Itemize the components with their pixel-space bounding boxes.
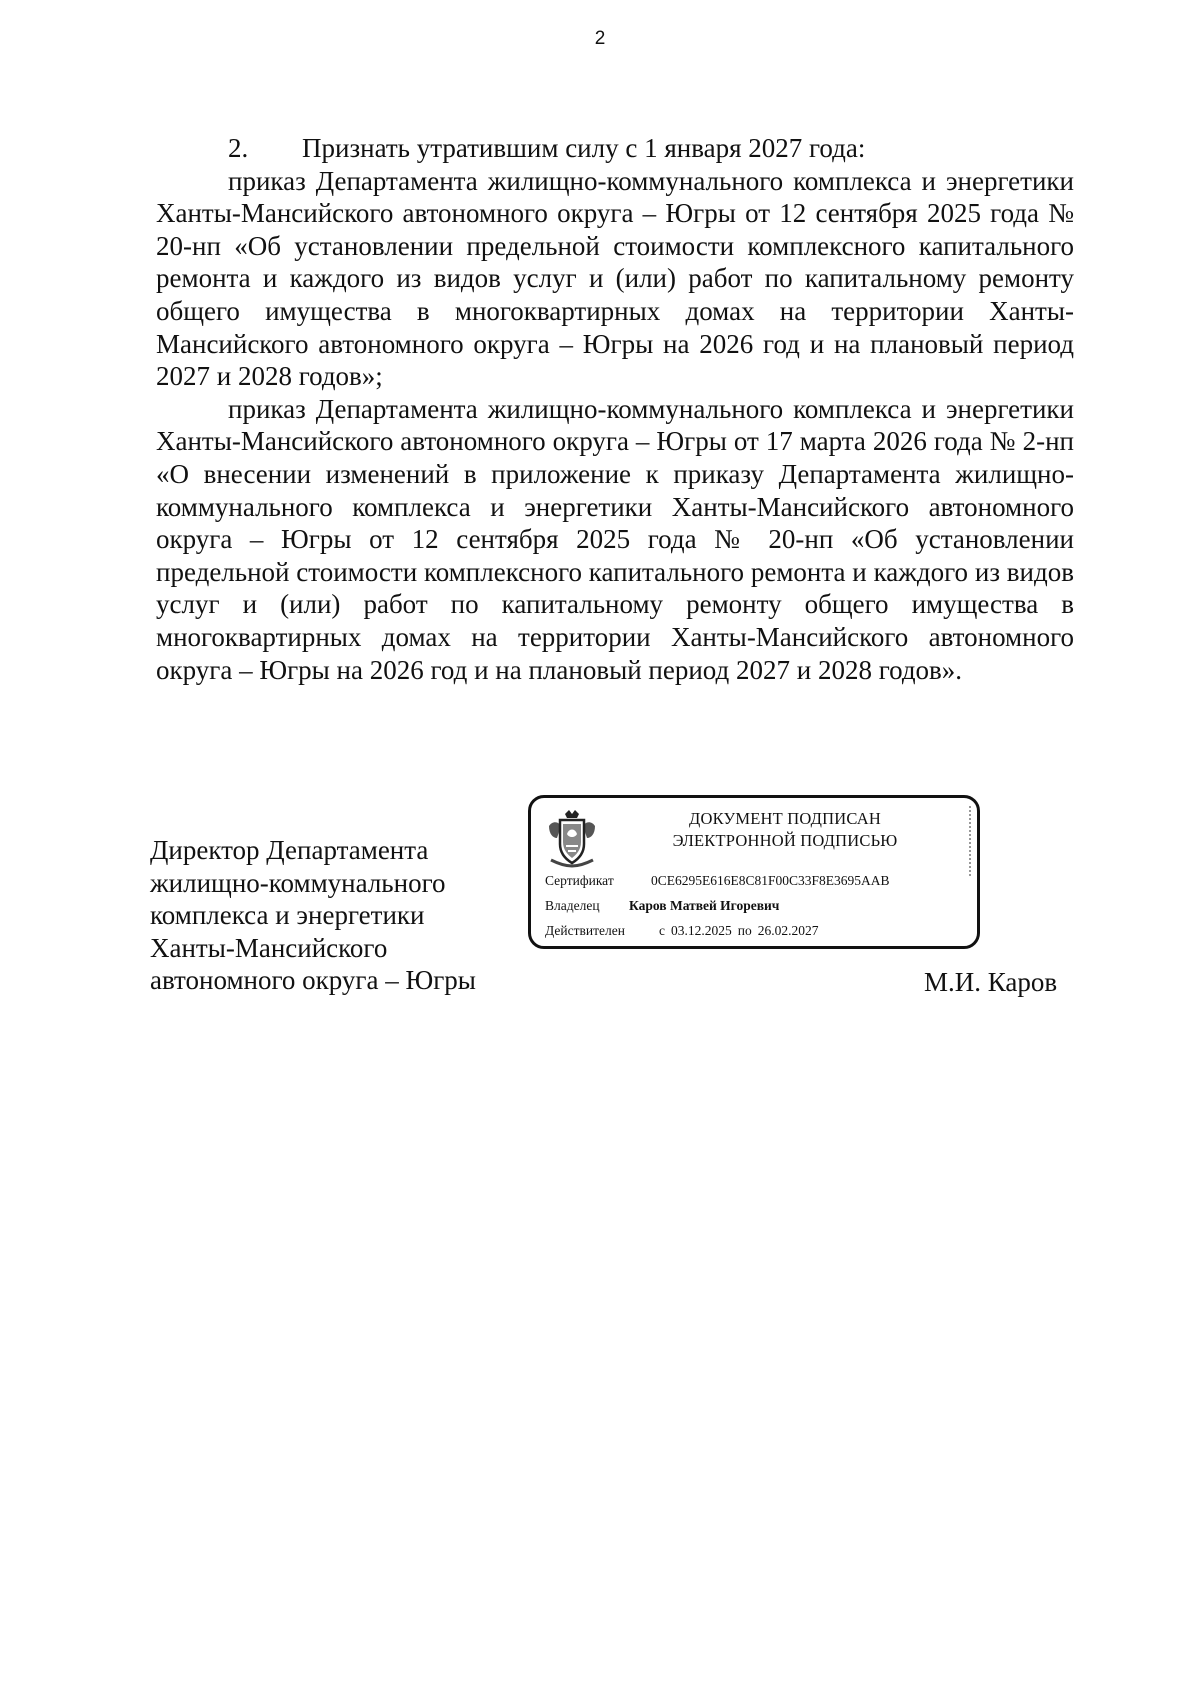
- signer-position-line: жилищно-коммунального: [150, 867, 446, 898]
- item-heading-text: Признать утратившим силу с 1 января 2027 года:: [302, 133, 866, 163]
- stamp-title-line: ЭЛЕКТРОННОЙ ПОДПИСЬЮ: [672, 831, 898, 850]
- valid-from-prefix: с: [659, 923, 665, 938]
- stamp-owner-row: [545, 898, 779, 914]
- signer-position-line: Директор Департамента: [150, 835, 429, 865]
- certificate-value: 0CE6295E616E8C81F00C33F8E3695AAB: [651, 873, 890, 888]
- owner-value: Каров Матвей Игоревич: [629, 898, 780, 913]
- repealed-order-1: приказ Департамента жилищно-коммунального комплекса и энергетики Ханты-Мансийского автономного округа – Югры от 12 сентября 2025 года № 20-нп «Об установлении предельной стоимости комплексного капитального ремонта и каждого из видов услуг и (или) работ по капитальному ремонту общего имущества в многоквартирных домах на территории Ханты-Мансийского автономного округа – Югры на 2026 год и на плановый период 2027 и 2028 годов»;: [156, 165, 1074, 392]
- signer-position: [150, 834, 510, 997]
- page-number: 2: [594, 28, 606, 49]
- valid-to-prefix: по: [737, 923, 752, 938]
- repealed-order-2: приказ Департамента жилищно-коммунального комплекса и энергетики Ханты-Мансийского автономного округа – Югры от 17 марта 2026 года № 2-нп «О внесении изменений в приложение к приказу Департамента жилищно-коммунального комплекса и энергетики Ханты-Мансийского автономного округа – Югры от 12 сентября 2025 года № 20-нп «Об установлении предельной стоимости комплексного капитального ремонта и каждого из видов услуг и (или) работ по капитальному ремонту общего имущества в многоквартирных домах на территории Ханты-Мансийского автономного округа – Югры на 2026 год и на плановый период 2027 и 2028 годов».: [156, 393, 1074, 685]
- signer-name: М.И. Каров: [924, 967, 1058, 997]
- certificate-label: Сертификат: [545, 873, 614, 888]
- valid-from-date: 03.12.2025: [671, 923, 732, 938]
- validity-label: Действителен: [545, 923, 625, 938]
- valid-to-date: 26.02.2027: [757, 923, 819, 938]
- item-number: 2.: [228, 133, 249, 163]
- electronic-signature-stamp: [528, 795, 980, 949]
- owner-label: Владелец: [545, 898, 600, 913]
- stamp-validity-row: [545, 923, 818, 939]
- coat-of-arms-icon: [545, 808, 599, 868]
- stamp-dotted-mark: [965, 806, 971, 876]
- signer-position-line: Ханты-Мансийского: [150, 932, 388, 963]
- stamp-certificate-row: [545, 873, 890, 889]
- signer-position-line: комплекса и энергетики: [150, 900, 425, 931]
- document-body: [156, 132, 1074, 686]
- signer-position-line: автономного округа – Югры: [150, 965, 476, 996]
- stamp-title: [611, 808, 959, 852]
- stamp-title-line: ДОКУМЕНТ ПОДПИСАН: [689, 809, 881, 828]
- item-heading: [156, 132, 1074, 165]
